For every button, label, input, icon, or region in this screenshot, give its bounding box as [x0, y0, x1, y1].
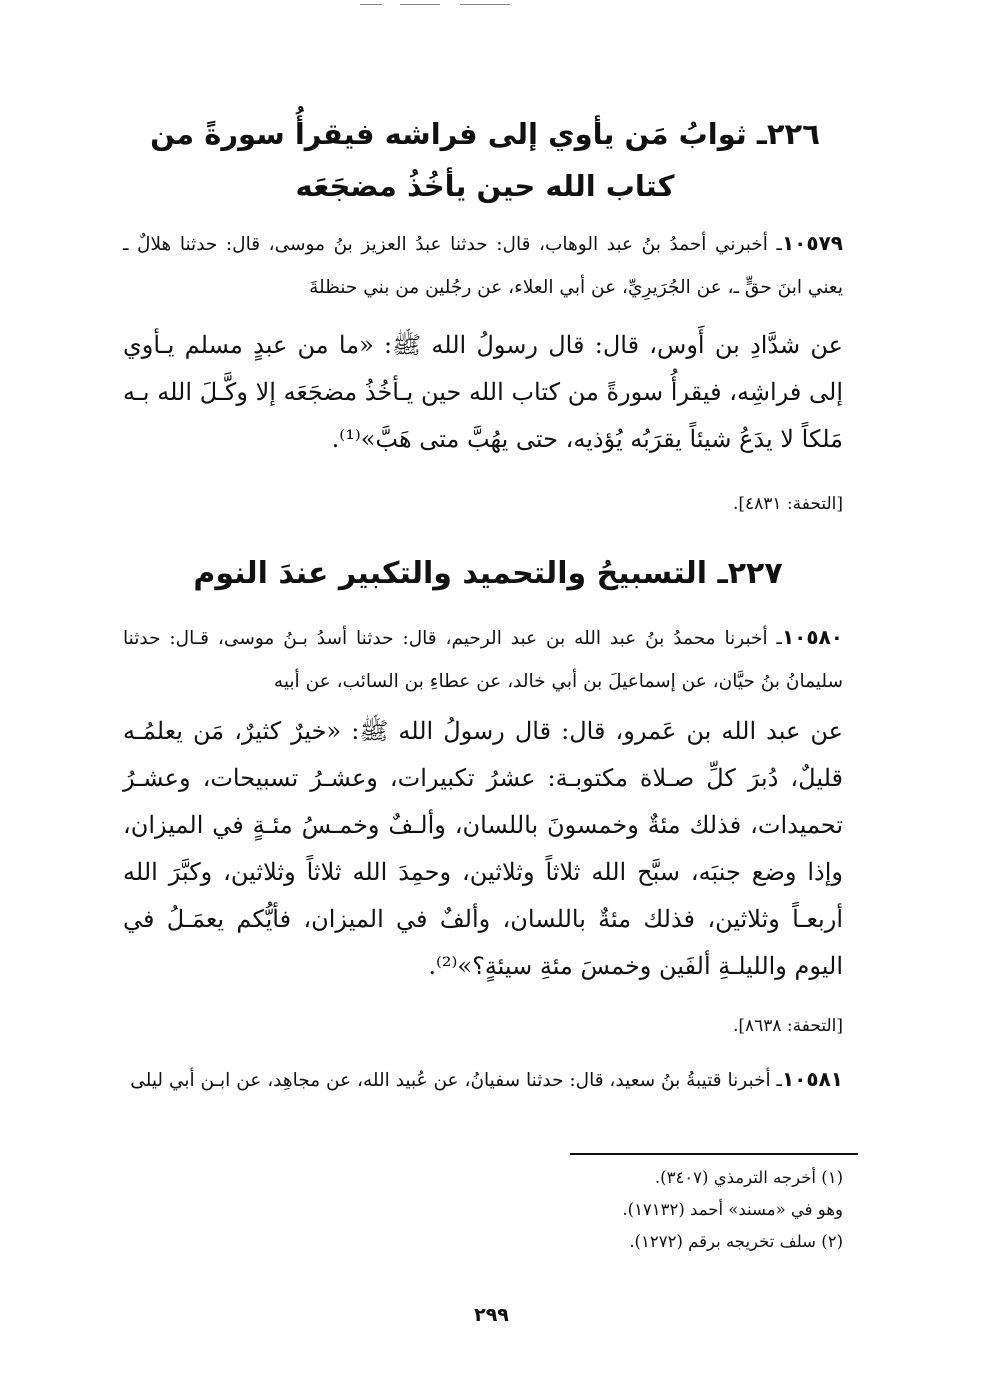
hadith-1080-isnad [123, 616, 843, 703]
hadith-1079-matn: عن شدَّادِ بن أَوس، قال: قال رسولُ الله ﷺ: «ما من عبدٍ مسلم يـأوي إلى فراشِه، فيقرأُ سورةً من كتاب الله حين يـأخُذُ مضجَعَه إلا وكَّـلَ الله بـه مَلكاً لا يدَعُ شيئاً يقرَبُه يُؤذيه، حتى يهُبَّ متى هَبَّ»⁽¹⁾. [123, 331, 843, 453]
hadith-number: ١٠٥٨٠ [781, 625, 843, 649]
hadith-1080-tuhfa: [التحفة: ٨٦٣٨]. [732, 1016, 843, 1036]
chapter-227-heading: ٢٢٧ـ التسبيحُ والتحميد والتكبير عندَ النوم [193, 556, 783, 591]
hadith-1079-tuhfa: [التحفة: ٤٨٣١]. [732, 494, 843, 514]
footnote-2: (٢) سلف تخريجه برقم (١٢٧٢). [629, 1232, 843, 1251]
footnote-1: (١) أخرجه الترمذي (٣٤٠٧). [654, 1168, 843, 1187]
hadith-1081-isnad [123, 1058, 843, 1102]
isnad-text: ـ أخبرنا قتيبةُ بنُ سعيد، قال: حدثنا سفيانُ، عن عُبيد الله، عن مجاهِد، عن ابـن أبي ليلى [130, 1070, 782, 1091]
hadith-1080-matn: عن عبد الله بن عَمرو، قال: قال رسولُ الله ﷺ: «خيرٌ كثيرٌ، مَن يعلمُـه قليلٌ، دُبرَ كلِّ صـلاة مكتوبـة: عشرُ تكبيرات، وعشـرُ تسبيحات، وعشـرُ تحميدات، فذلك مئةٌ وخمسونَ باللسان، وألـفٌ وخمـسُ مئـةٍ في الميزان، وإذا وضع جنبَه، سبَّح الله ثلاثاً وثلاثين، وحمِدَ الله ثلاثاً وثلاثين، وكبَّرَ الله أربعـاً وثلاثين، فذلك مئةٌ باللسان، وألفٌ في الميزان، فأيُّكم يعمَـلُ في اليوم والليلـةِ ألفَين وخمسَ مئةِ سيئةٍ؟»⁽²⁾. [123, 717, 843, 980]
hadith-1079-isnad [123, 222, 843, 309]
hadith-number: ١٠٥٧٩ [781, 231, 843, 255]
footnote-divider [570, 1153, 858, 1155]
chapter-226-heading: ٢٢٦ـ ثوابُ مَن يأوي إلى فراشه فيقرأُ سورةً من كتاب الله حين يأخُذُ مضجَعَه [150, 117, 820, 203]
hadith-number: ١٠٥٨١ [781, 1067, 843, 1091]
isnad-text: ـ أخبرنا محمدُ بنُ عبد الله بن عبد الرحيم، قال: حدثنا أسدُ بـنُ موسى، قـال: حدثنا سليمانُ بنُ حيَّان، عن إسماعيلَ بن أبي خالد، عن عطاءِ بن السائب، عن أبيه [123, 628, 843, 692]
footnote-1-continued: وهو في «مسند» أحمد (١٧١٣٢). [622, 1200, 843, 1219]
scan-marks [360, 4, 530, 8]
isnad-text: ـ أخبرني أحمدُ بنُ عبد الوهاب، قال: حدثنا عبدُ العزيز بنُ موسى، قال: حدثنا هلالٌ ـ يعني ابنَ حقٍّ ـ، عن الجُرَيرِيِّ، عن أبي العلاء، عن رجُلين من بني حنظلةَ [123, 234, 843, 298]
page-number: ٢٩٩ [474, 1304, 509, 1326]
